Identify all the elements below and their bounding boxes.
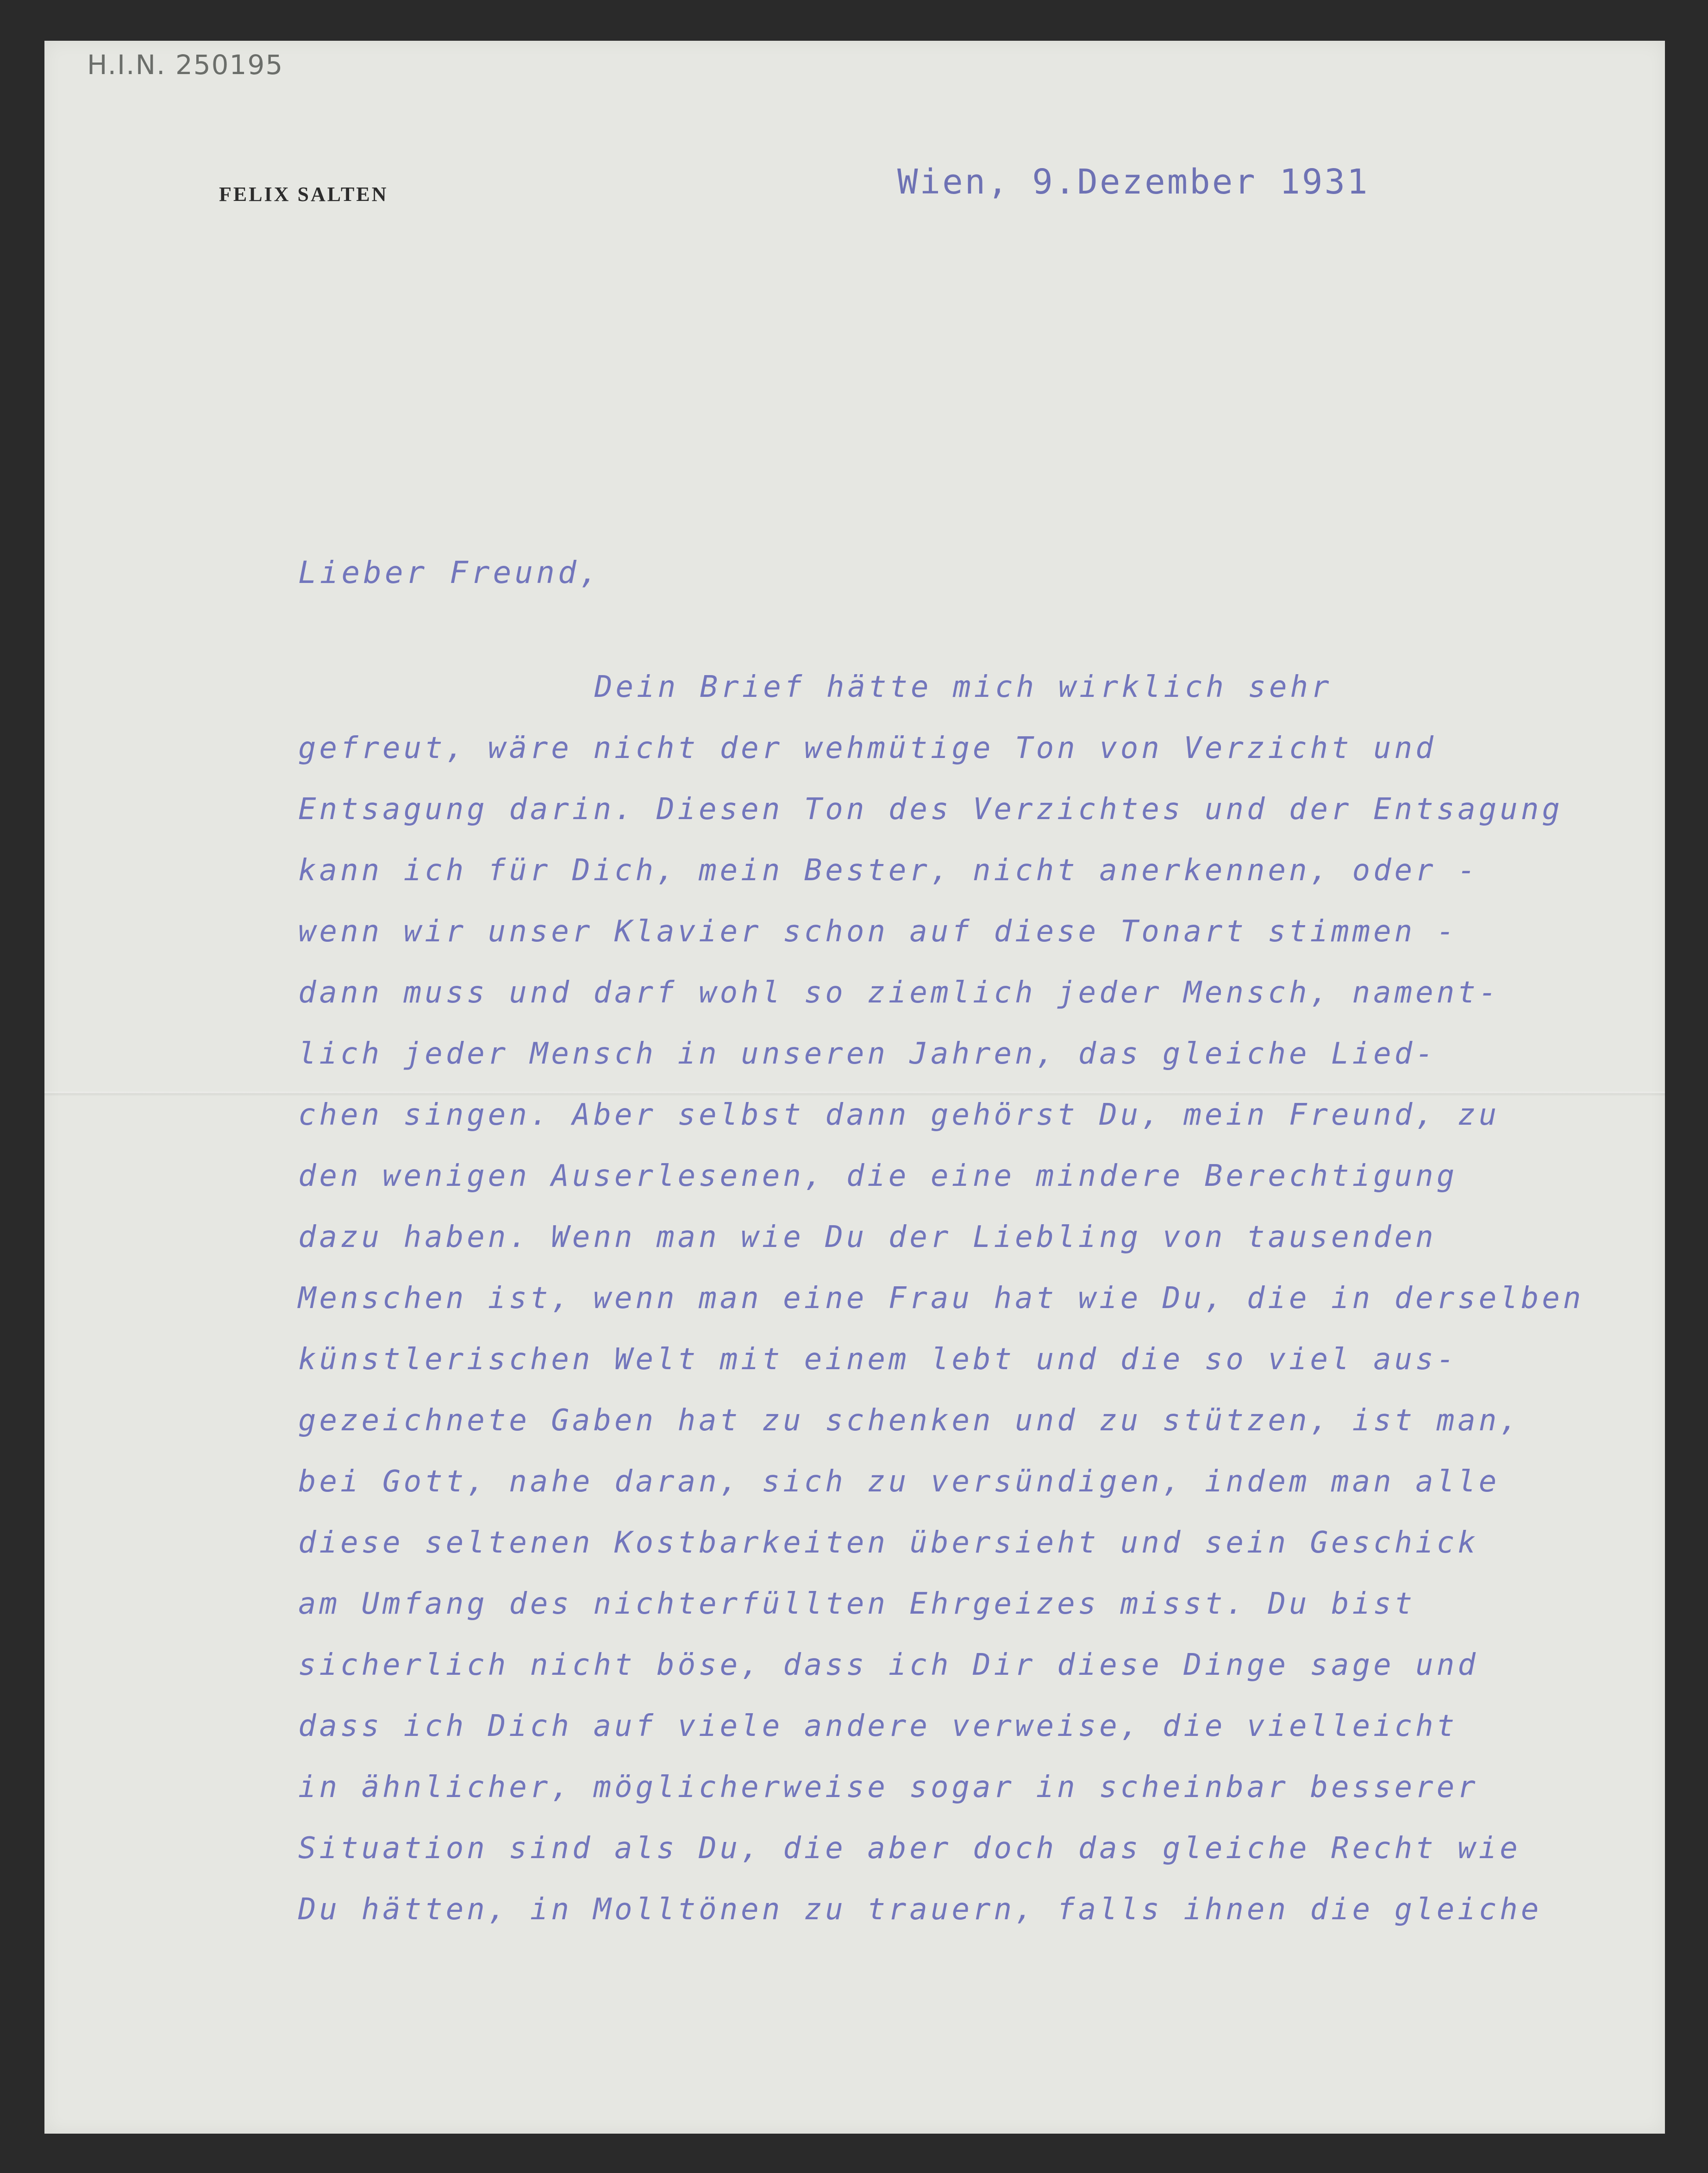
- body-line: bei Gott, nahe daran, sich zu versündigen, indem man alle: [298, 1465, 1500, 1499]
- body-line: dann muss und darf wohl so ziemlich jeder Mensch, nament-: [298, 976, 1500, 1010]
- letterhead: FELIX SALTEN: [219, 183, 388, 206]
- body-line: Situation sind als Du, die aber doch das gleiche Recht wie: [298, 1831, 1521, 1866]
- body-line: Entsagung darin. Diesen Ton des Verzichtes und der Entsagung: [298, 792, 1563, 827]
- body-line: dass ich Dich auf viele andere verweise, die vielleicht: [298, 1709, 1458, 1743]
- body-line: Menschen ist, wenn man eine Frau hat wie Du, die in derselben: [298, 1281, 1584, 1315]
- body-line: chen singen. Aber selbst dann gehörst Du, mein Freund, zu: [298, 1098, 1500, 1132]
- body-line: künstlerischen Welt mit einem lebt und die so viel aus-: [298, 1342, 1458, 1377]
- body-line: Dein Brief hätte mich wirklich sehr: [594, 670, 1333, 704]
- body-line: kann ich für Dich, mein Bester, nicht anerkennen, oder -: [298, 853, 1479, 888]
- letter-date: Wien, 9.Dezember 1931: [897, 162, 1370, 202]
- body-line: gefreut, wäre nicht der wehmütige Ton von Verzicht und: [298, 731, 1437, 765]
- body-line: am Umfang des nichterfüllten Ehrgeizes misst. Du bist: [298, 1587, 1416, 1621]
- letter-page: [44, 41, 1665, 2134]
- body-line: dazu haben. Wenn man wie Du der Liebling von tausenden: [298, 1220, 1437, 1254]
- body-line: Du hätten, in Molltönen zu trauern, falls ihnen die gleiche: [298, 1892, 1542, 1927]
- salutation: Lieber Freund,: [298, 555, 601, 590]
- body-line: gezeichnete Gaben hat zu schenken und zu stützen, ist man,: [298, 1403, 1521, 1438]
- inventory-number: H.I.N. 250195: [87, 49, 284, 81]
- body-line: sicherlich nicht böse, dass ich Dir diese Dinge sage und: [298, 1648, 1479, 1682]
- body-line: wenn wir unser Klavier schon auf diese Tonart stimmen -: [298, 914, 1458, 949]
- body-line: in ähnlicher, möglicherweise sogar in scheinbar besserer: [298, 1770, 1479, 1804]
- body-line: diese seltenen Kostbarkeiten übersieht und sein Geschick: [298, 1526, 1479, 1560]
- body-line: den wenigen Auserlesenen, die eine mindere Berechtigung: [298, 1159, 1458, 1193]
- letter-body: [298, 657, 1641, 1940]
- body-line: lich jeder Mensch in unseren Jahren, das gleiche Lied-: [298, 1037, 1437, 1071]
